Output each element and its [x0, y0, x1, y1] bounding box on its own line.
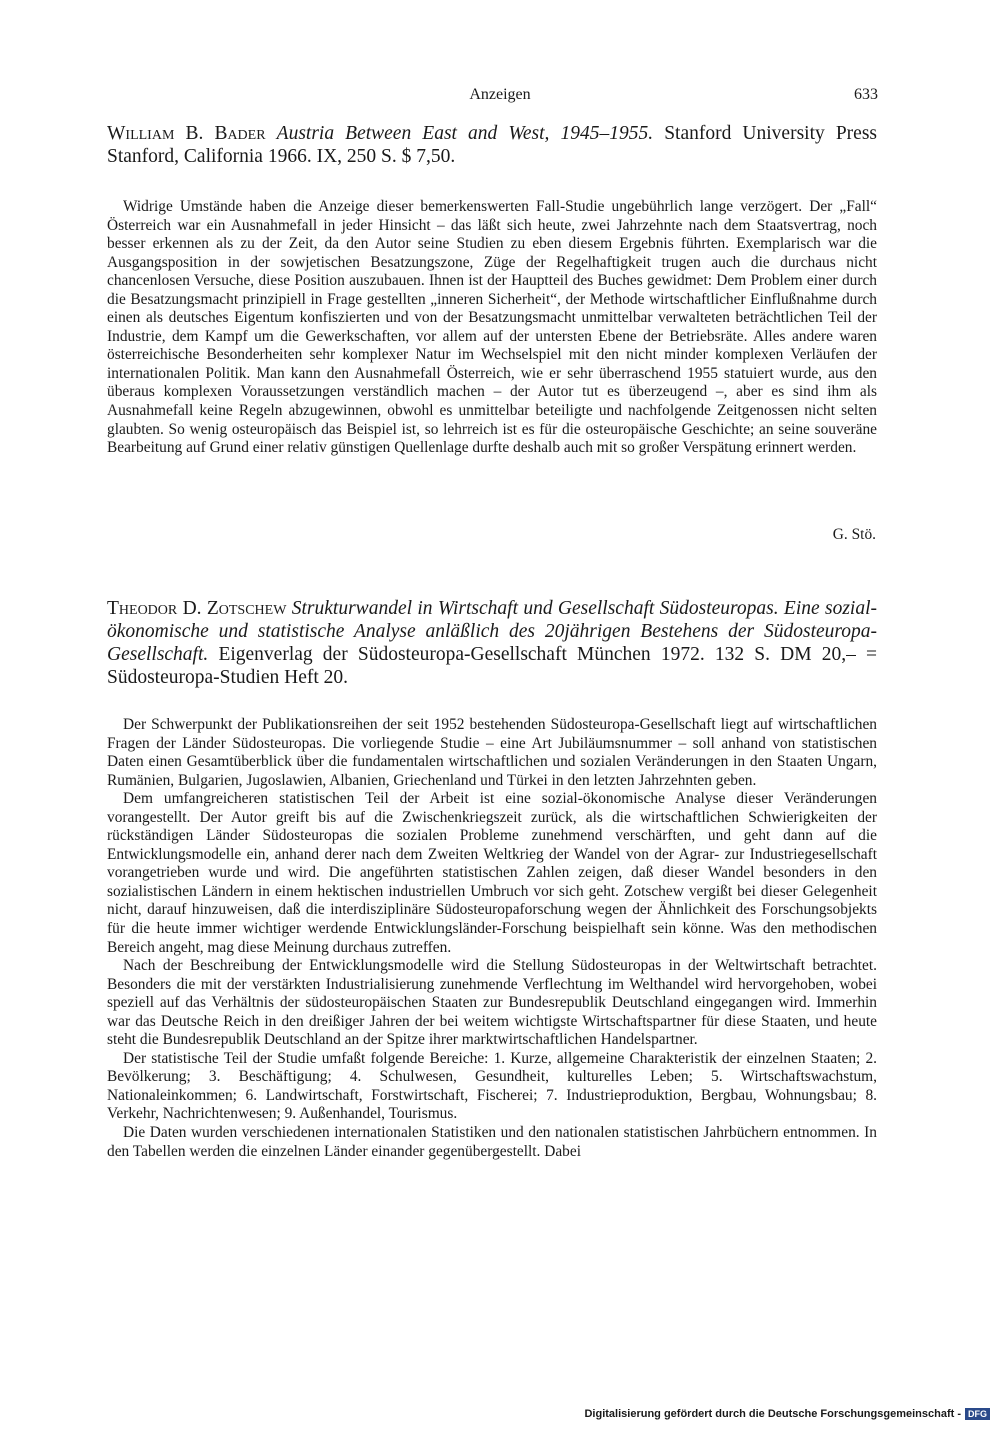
review1-publication: Stanford University Press Stanford, California 1966. IX, 250 S. $ 7,50. [107, 123, 878, 167]
review1-book-title: Austria Between East and West, 1945–1955. [276, 123, 654, 144]
review1-signature: G. Stö. [832, 526, 876, 543]
dfg-logo: DFG [965, 1408, 990, 1420]
review2-paragraph: Dem umfangreicheren statistischen Teil der Arbeit ist eine sozial-ökonomische Analyse dieser Veränderungen vorangestellt. Der Autor greift bis auf die Zwischenkriegszeit zurück, als die wirtschaftlichen Schwierigkeiten der rückständigen Länder Südosteuropas die sozialen Probleme zunehmend verschärften, und geht dann auf die Entwicklungsmodelle ein, anhand derer nach dem Zweiten Weltkrieg der Wandel von der Agrar- zur Industriegesellschaft vorangetrieben wurde und wird. Die angeführten statistischen Zahlen zeigen, daß dieser Wandel besonders in den sozialistischen Ländern in einem hektischen industriellen Umbruch vor sich geht. Zotschew vergißt bei dieser Gelegenheit nicht, darauf hinzuweisen, daß die interdisziplinäre Südosteuropaforschung wegen der Ähnlichkeit des Forschungsobjekts für die heute immer wichtiger werdende Entwicklungsländer-Forschung beispielhaft sein könne. Was den methodischen Bereich angeht, mag diese Meinung durchaus zutreffen. [107, 790, 877, 956]
running-header [0, 86, 1000, 110]
review2-author: Theodor D. Zotschew [107, 598, 287, 619]
review2-paragraph: Die Daten wurden verschiedenen internationalen Statistiken und den nationalen statistischen Jahrbüchern entnommen. In den Tabellen werden die einzelnen Länder einander gegenübergestellt. Dabei [107, 1124, 877, 1160]
review2-paragraph: Nach der Beschreibung der Entwicklungsmodelle wird die Stellung Südosteuropas in der Weltwirtschaft betrachtet. Besonders die mit der verstärkten Industrialisierung zunehmende Verflechtung im Welthandel wird hervorgehoben, wobei speziell auf das Verhältnis der südosteuropäischen Staaten zur Bundesrepublik Deutschland eingegangen wird. Immerhin war das Deutsche Reich in den dreißiger Jahren der bei weitem wichtigste Wirtschaftspartner für diese Staaten, und heute steht die Bundesrepublik Deutschland an der Spitze ihrer marktwirtschaftlichen Handelspartner. [107, 957, 877, 1049]
page-number: 633 [854, 86, 878, 103]
review2-publication: Eigenverlag der Südosteuropa-Gesellschaft München 1972. 132 S. DM 20,– = Südosteuropa-Studien Heft 20. [107, 644, 877, 688]
review1-citation [107, 122, 877, 168]
review2-paragraph: Der statistische Teil der Studie umfaßt folgende Bereiche: 1. Kurze, allgemeine Charakteristik der einzelnen Staaten; 2. Bevölkerung; 3. Beschäftigung; 4. Schulwesen, Gesundheit, kulturelles Leben; 5. Wirtschaftswachstum, Nationaleinkommen; 6. Landwirtschaft, Forstwirtschaft, Fischerei; 7. Industrieproduktion, Bergbau, Wohnungsbau; 8. Verkehr, Nachrichtenwesen; 9. Außenhandel, Tourismus. [107, 1049, 877, 1123]
review1-paragraph: Widrige Umstände haben die Anzeige dieser bemerkenswerten Fall-Studie ungebührlich lange verzögert. Der „Fall“ Österreich war ein Ausnahmefall in jeder Hinsicht – das läßt sich heute, zwei Jahrzehnte nach dem Staatsvertrag, noch besser erkennen als zu der Zeit, da den Autor seine Studien zu eben diesem Ergebnis führten. Exemplarisch war die Ausgangsposition in der sowjetischen Besatzungszone, Züge der Regelhaftigkeit trugen auch die durchaus nicht chancenlosen Versuche, diese Position auszubauen. Ihnen ist der Hauptteil des Buches gewidmet: Dem Problem einer durch die Besatzungsmacht prinzipiell in Frage gestellten „inneren Sicherheit“, der Methode wirtschaftlicher Einflußnahme durch einen als deutsches Eigentum konfiszierten und von der Besatzungsmacht unmittelbar verwalteten beträchtlichen Teil der Industrie, dem Kampf um die Gewerkschaften, vor allem auf der untersten Ebene der Betriebsräte. Alles andere waren österreichische Besonderheiten sehr komplexer Natur im Wechselspiel mit den nicht minder komplexen Verläufen der internationalen Politik. Man kann den Ausnahmefall Österreich, wie er sehr überraschend 1955 statuiert wurde, aus den überaus komplexen Voraussetzungen verständlich machen – der Autor tut es überzeugend –, aber es sind ihm als Ausnahmefall keine Regeln abzugewinnen, obwohl es unmittelbar beteiligte und nachfolgende Zeitgenossen nicht selten glaubten. So wenig osteuropäisch das Beispiel ist, so lehrreich ist es für die osteuropäische Geschichte; an seine souveräne Bearbeitung auf Grund einer relativ günstigen Quellenlage durfte deshalb auch mit so großer Verspätung erinnert werden. [107, 198, 877, 457]
review2-body [107, 716, 877, 1161]
review1-body [107, 198, 877, 458]
review1-author: William B. Bader [107, 123, 266, 144]
digitization-footer [584, 1408, 990, 1420]
footer-text: Digitalisierung gefördert durch die Deutsche Forschungsgemeinschaft - [584, 1408, 961, 1420]
review2-paragraph: Der Schwerpunkt der Publikationsreihen der seit 1952 bestehenden Südosteuropa-Gesellschaft liegt auf wirtschaftlichen Fragen der Länder Südosteuropas. Die vorliegende Studie – eine Art Jubiläumsnummer – soll anhand von statistischen Daten einen Gesamtüberblick über die fundamentalen wirtschaftlichen und sozialen Veränderungen in den Staaten Ungarn, Rumänien, Bulgarien, Jugoslawien, Albanien, Griechenland und Türkei in den letzten Jahrzehnten geben. [107, 716, 877, 789]
running-title: Anzeigen [469, 86, 531, 103]
review2-citation [107, 597, 877, 689]
review2-book-title: Strukturwandel in Wirtschaft und Gesellschaft Südosteuropas. Eine sozial-ökonomische und statistische Analyse anläßlich des 20jährigen Bestehens der Südosteuropa-Gesellschaft. [107, 598, 878, 665]
